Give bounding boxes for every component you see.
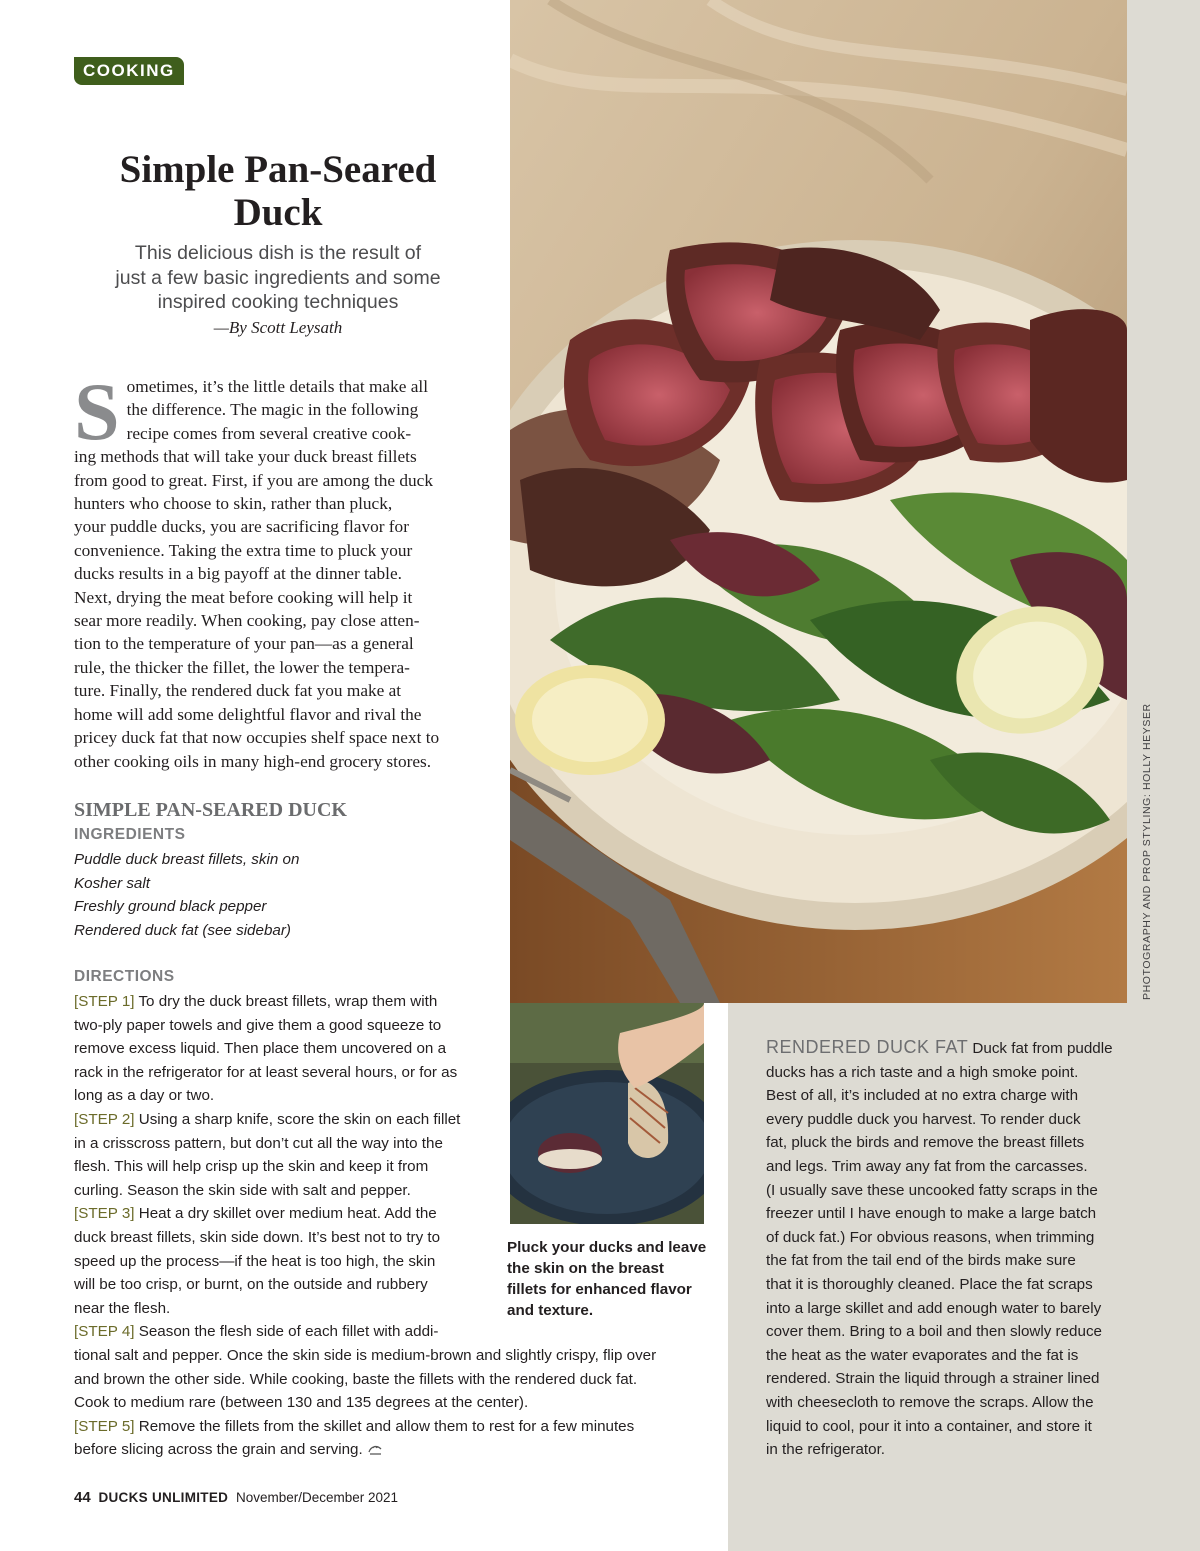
sidebar-line: of duck fat.) For obvious reasons, when trimming [766, 1228, 1095, 1246]
sidebar-line: cover them. Bring to a boil and then slowly reduce [766, 1323, 1102, 1341]
step-label: [STEP 5] [74, 1417, 135, 1435]
sidebar-line: the heat as the water evaporates and the fat is [766, 1346, 1079, 1364]
sidebar-line: the fat from the tail end of the birds make sure [766, 1252, 1076, 1270]
intro-paragraph [74, 366, 484, 773]
sidebar-heading: RENDERED DUCK FAT [766, 1037, 969, 1057]
step-text: Using a sharp knife, score the skin on each fillet [138, 1110, 461, 1128]
sidebar-line: rendered. Strain the liquid through a strainer lined [766, 1370, 1100, 1388]
step-text: Remove the fillets from the skillet and allow them to rest for a few minutes [138, 1417, 635, 1435]
article-subtitle [74, 241, 482, 315]
step-label: [STEP 3] [74, 1205, 135, 1223]
skillet-photo [510, 1003, 704, 1224]
page-footer [74, 1489, 398, 1506]
step-text: Heat a dry skillet over medium heat. Add the [138, 1205, 437, 1223]
step-line: duck breast fillets, skin side down. It’s best not to try to [74, 1228, 441, 1246]
page-number: 44 [74, 1489, 91, 1506]
step-label: [STEP 1] [74, 993, 135, 1010]
sidebar-line: freezer until I have enough to make a large batch [766, 1205, 1097, 1223]
ingredient-item: Rendered duck fat (see sidebar) [74, 921, 291, 939]
subtitle-line: inspired cooking techniques [157, 291, 399, 313]
photo-credit: PHOTOGRAPHY AND PROP STYLING: HOLLY HEYSER [1141, 703, 1153, 1000]
subtitle-line: This delicious dish is the result of [134, 242, 422, 264]
issue-date: November/December 2021 [235, 1490, 399, 1505]
skillet-illustration [510, 1003, 704, 1224]
step-line [74, 1438, 694, 1462]
intro-line: ometimes, it’s the little details that make all [126, 377, 429, 396]
step-line: long as a day or two. [74, 1087, 215, 1105]
step-line: in a crisscross pattern, but don’t cut all the way into the [74, 1134, 443, 1152]
intro-line: pricey duck fat that now occupies shelf space next to [74, 728, 440, 748]
intro-line: your puddle ducks, you are sacrificing flavor for [74, 517, 409, 537]
intro-line: from good to great. First, if you are among the duck [74, 470, 433, 490]
sidebar-line [766, 1036, 1126, 1061]
ingredient-item: Puddle duck breast fillets, skin on [74, 851, 300, 868]
step-line: Cook to medium rare (between 130 and 135 degrees at the center). [74, 1394, 529, 1412]
intro-line: recipe comes from several creative cook- [126, 423, 412, 443]
sidebar-line: ducks has a rich taste and a high smoke point. [766, 1063, 1079, 1081]
title-line: Duck [233, 191, 323, 234]
intro-line: the difference. The magic in the following [126, 400, 419, 420]
title-line: Simple Pan-Seared [119, 148, 437, 191]
sidebar-line: liquid to cool, pour it into a container, and store it [766, 1417, 1092, 1435]
intro-line: tion to the temperature of your pan—as a general [74, 634, 414, 654]
step-line: two-ply paper towels and give them a good squeeze to [74, 1016, 442, 1034]
sidebar-line: every puddle duck you harvest. To render duck [766, 1110, 1081, 1128]
intro-line: ing methods that will take your duck breast fillets [74, 447, 417, 467]
step-line [74, 1415, 694, 1439]
intro-line: convenience. Taking the extra time to pluck your [74, 540, 413, 560]
intro-line: hunters who choose to skin, rather than pluck, [74, 494, 393, 514]
sidebar-line: (I usually save these uncooked fatty scraps in the [766, 1181, 1098, 1199]
intro-line: ture. Finally, the rendered duck fat you make at [74, 681, 402, 701]
step-line: near the flesh. [74, 1299, 171, 1317]
step-text: before slicing across the grain and serving. [74, 1441, 363, 1459]
recipe-title: SIMPLE PAN-SEARED DUCK [74, 799, 347, 821]
intro-line: other cooking oils in many high-end grocery stores. [74, 751, 432, 771]
intro-line: Next, drying the meat before cooking will help it [74, 587, 413, 607]
step-line: tional salt and pepper. Once the skin side is medium-brown and slightly crispy, flip over [74, 1346, 657, 1364]
ingredients-heading: INGREDIENTS [74, 826, 186, 843]
ingredients-list [74, 848, 299, 942]
caption-line: Pluck your ducks and leave [507, 1239, 707, 1256]
sidebar-line: that it is thoroughly cleaned. Place the fat scraps [766, 1275, 1093, 1293]
step-text: Season the flesh side of each fillet with addi- [138, 1323, 439, 1341]
duck-dish-illustration [510, 0, 1127, 1003]
step-line: rack in the refrigerator for at least several hours, or for as [74, 1063, 458, 1081]
sidebar-line: Best of all, it’s included at no extra charge with [766, 1087, 1079, 1105]
step-text: To dry the duck breast fillets, wrap them with [138, 993, 438, 1010]
sidebar-line: into a large skillet and add enough water to barely [766, 1299, 1102, 1317]
step-line: and brown the other side. While cooking, baste the fillets with the rendered duck fat. [74, 1370, 638, 1388]
section-tag: COOKING [74, 57, 184, 85]
step-line: remove excess liquid. Then place them uncovered on a [74, 1040, 447, 1058]
step-line: speed up the process—if the heat is too high, the skin [74, 1252, 436, 1270]
drop-cap: S [74, 366, 120, 457]
ingredient-item: Freshly ground black pepper [74, 898, 267, 916]
step-line: will be too crisp, or burnt, on the outside and rubbery [74, 1276, 428, 1294]
sidebar-rendered-duck-fat [766, 1036, 1126, 1462]
duck-end-mark-icon [367, 1442, 383, 1456]
intro-line: home will add some delightful flavor and rival the [74, 704, 422, 724]
sidebar-line: and legs. Trim away any fat from the carcasses. [766, 1157, 1088, 1175]
caption-line: the skin on the breast [507, 1260, 664, 1277]
ingredient-item: Kosher salt [74, 874, 150, 892]
caption-line: and texture. [507, 1302, 594, 1319]
sidebar-line: fat, pluck the birds and remove the breast fillets [766, 1134, 1085, 1152]
directions-heading: DIRECTIONS [74, 968, 175, 985]
step-label: [STEP 2] [74, 1110, 135, 1128]
intro-line: rule, the thicker the fillet, the lower the tempera- [74, 657, 410, 677]
duck-dish-photo [510, 0, 1127, 1003]
step-label: [STEP 4] [74, 1323, 135, 1341]
magazine-name: DUCKS UNLIMITED [98, 1490, 229, 1505]
byline: —By Scott Leysath [213, 318, 343, 337]
article-title [74, 148, 482, 234]
sidebar-text: Duck fat from puddle [972, 1040, 1113, 1057]
intro-line: ducks results in a big payoff at the dinner table. [74, 564, 402, 584]
caption-line: fillets for enhanced flavor [507, 1281, 692, 1298]
intro-line: sear more readily. When cooking, pay close atten- [74, 611, 420, 631]
sidebar-line: in the refrigerator. [766, 1441, 886, 1459]
sidebar-line: with cheesecloth to remove the scraps. Allow the [766, 1393, 1094, 1411]
step-line [74, 1320, 694, 1344]
photo-caption [507, 1237, 722, 1321]
subtitle-line: just a few basic ingredients and some [115, 266, 441, 289]
step-line: curling. Season the skin side with salt and pepper. [74, 1181, 411, 1199]
step-line: flesh. This will help crisp up the skin and keep it from [74, 1158, 429, 1176]
